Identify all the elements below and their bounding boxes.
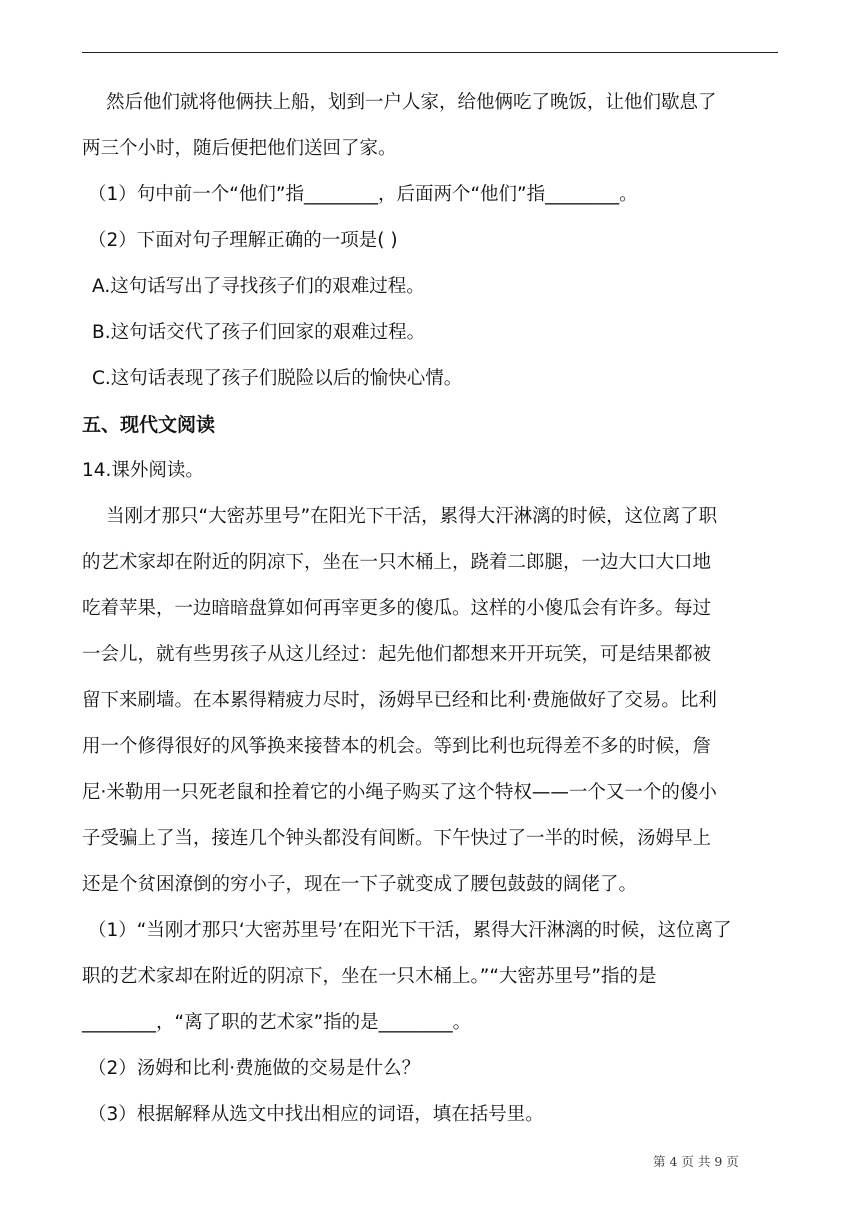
passage2-line: 吃着苹果，一边暗暗盘算如何再宰更多的傻瓜。这样的小傻瓜会有许多。每过 — [82, 598, 712, 619]
option-a: A.这句话写出了寻找孩子们的艰难过程。 — [92, 276, 425, 297]
page-content — [82, 80, 782, 1138]
sub-question-1-line3: ________，“离了职的艺术家”指的是________。 — [82, 1012, 472, 1033]
passage2-line: 的艺术家却在附近的阴凉下，坐在一只木桶上，跷着二郎腿，一边大口大口地 — [82, 552, 712, 573]
option-b: B.这句话交代了孩子们回家的艰难过程。 — [92, 322, 426, 343]
passage2-line: 子受骗上了当，接连几个钟头都没有间断。下午快过了一半的时候，汤姆早上 — [82, 828, 712, 849]
sub-question-2: （2）汤姆和比利·费施做的交易是什么？ — [88, 1058, 421, 1079]
header-rule — [82, 52, 778, 53]
passage2-line: 还是个贫困潦倒的穷小子，现在一下子就变成了腰包鼓鼓的阔佬了。 — [82, 874, 638, 895]
question-title: 14.课外阅读。 — [82, 460, 204, 481]
option-c: C.这句话表现了孩子们脱险以后的愉快心情。 — [92, 368, 463, 389]
sub-question-3: （3）根据解释从选文中找出相应的词语，填在括号里。 — [88, 1104, 544, 1125]
question-2: （2）下面对句子理解正确的一项是( ) — [88, 230, 398, 251]
passage1-line2: 两三个小时，随后便把他们送回了家。 — [82, 138, 397, 159]
passage2-line: 用一个修得很好的风筝换来接替本的机会。等到比利也玩得差不多的时候，詹 — [82, 736, 712, 757]
section-title: 五、现代文阅读 — [82, 414, 216, 436]
sub-question-1-line2: 职的艺术家却在附近的阴凉下，坐在一只木桶上。”“大密苏里号”指的是 — [82, 966, 657, 987]
passage2-line: 一会儿，就有些男孩子从这儿经过：起先他们都想来开开玩笑，可是结果都被 — [82, 644, 712, 665]
passage2-line: 留下来刷墙。在本累得精疲力尽时，汤姆早已经和比利·费施做好了交易。比利 — [82, 690, 717, 711]
passage2-line: 当刚才那只“大密苏里号”在阳光下干活，累得大汗淋漓的时候，这位离了职 — [106, 506, 718, 527]
passage1-line1: 然后他们就将他俩扶上船，划到一户人家，给他俩吃了晚饭，让他们歇息了 — [106, 92, 717, 113]
sub-question-1-line1: （1）“当刚才那只‘大密苏里号’在阳光下干活，累得大汗淋漓的时候，这位离了 — [88, 920, 732, 941]
page-number: 第 4 页 共 9 页 — [653, 1154, 739, 1169]
question-1: （1）句中前一个“他们”指________，后面两个“他们”指________。 — [88, 184, 638, 205]
passage2-line: 尼·米勒用一只死老鼠和拴着它的小绳子购买了这个特权——一个又一个的傻小 — [82, 782, 717, 803]
